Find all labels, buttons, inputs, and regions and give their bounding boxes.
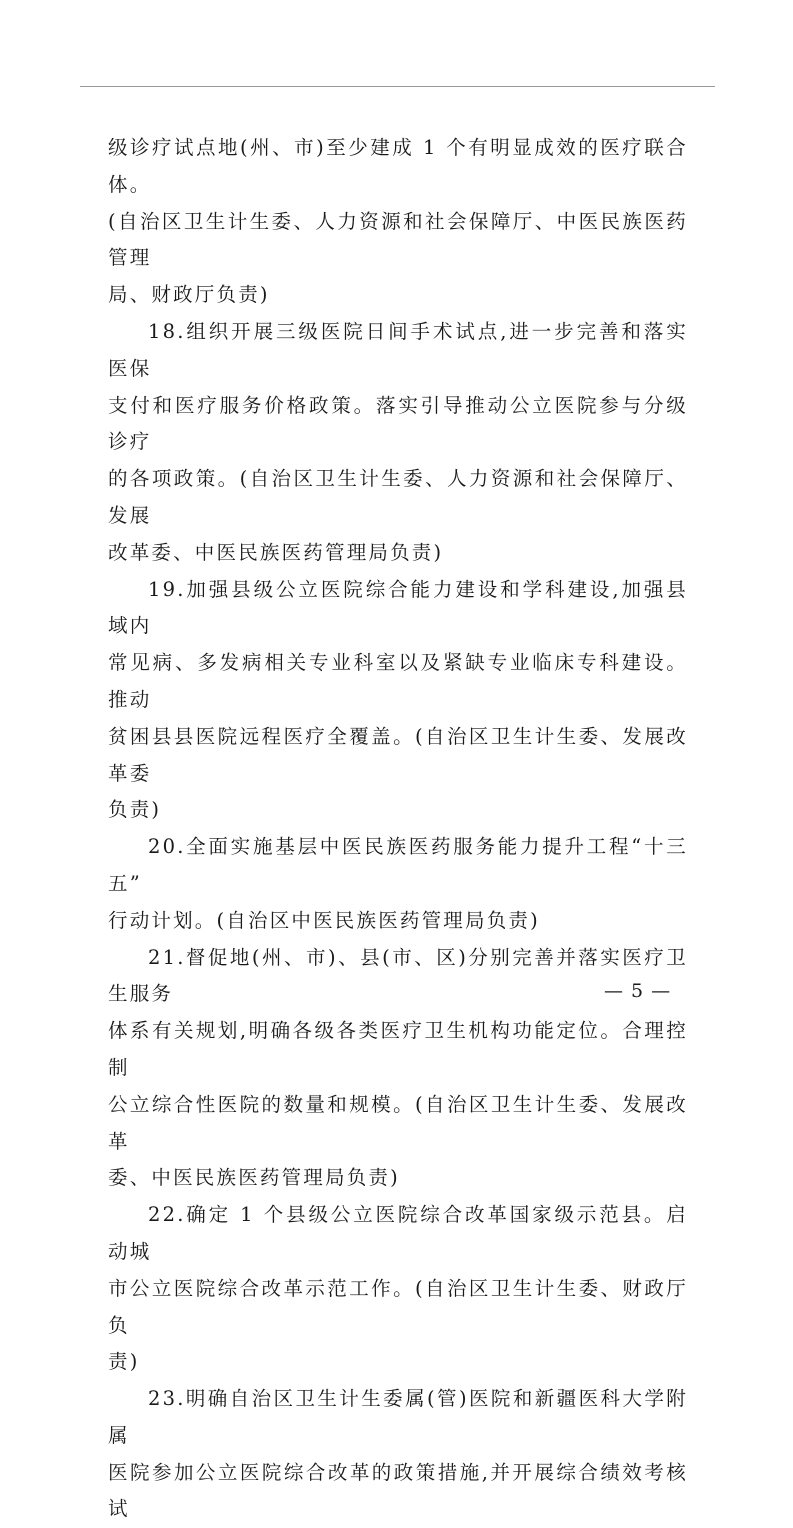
paragraph-item-20: 20.全面实施基层中医民族医药服务能力提升工程“十三五” 行动计划。(自治区中医民族医药管理局负责)	[108, 835, 688, 932]
paragraph-item-18: 18.组织开展三级医院日间手术试点,进一步完善和落实医保 支付和医疗服务价格政策。落实引导推动公立医院参与分级诊疗 的各项政策。(自治区卫生计生委、人力资源和社会保障厅、发展 改革委、中医民族医药管理局负责)	[108, 319, 688, 564]
paragraph-item-19: 19.加强县级公立医院综合能力建设和学科建设,加强县域内 常见病、多发病相关专业科室以及紧缺专业临床专科建设。推动 贫困县县医院远程医疗全覆盖。(自治区卫生计生委、发展改革委 负责)	[108, 577, 688, 822]
paragraph-continuation: 级诊疗试点地(州、市)至少建成 1 个有明显成效的医疗联合体。 (自治区卫生计生委、人力资源和社会保障厅、中医民族医药管理 局、财政厅负责)	[108, 136, 688, 307]
paragraph-item-22: 22.确定 1 个县级公立医院综合改革国家级示范县。启动城 市公立医院综合改革示范工作。(自治区卫生计生委、财政厅负 责)	[108, 1203, 688, 1374]
paragraph-item-23: 23.明确自治区卫生计生委属(管)医院和新疆医科大学附属 医院参加公立医院综合改革的政策措施,并开展综合绩效考核试	[108, 1387, 688, 1521]
page-number: — 5 —	[604, 980, 672, 1002]
document-body	[108, 130, 688, 1528]
header-rule	[80, 86, 715, 87]
paragraph-item-21: 21.督促地(州、市)、县(市、区)分别完善并落实医疗卫生服务 体系有关规划,明确各级各类医疗卫生机构功能定位。合理控制 公立综合性医院的数量和规模。(自治区卫生计生委、发展改革 委、中医民族医药管理局负责)	[108, 945, 688, 1190]
